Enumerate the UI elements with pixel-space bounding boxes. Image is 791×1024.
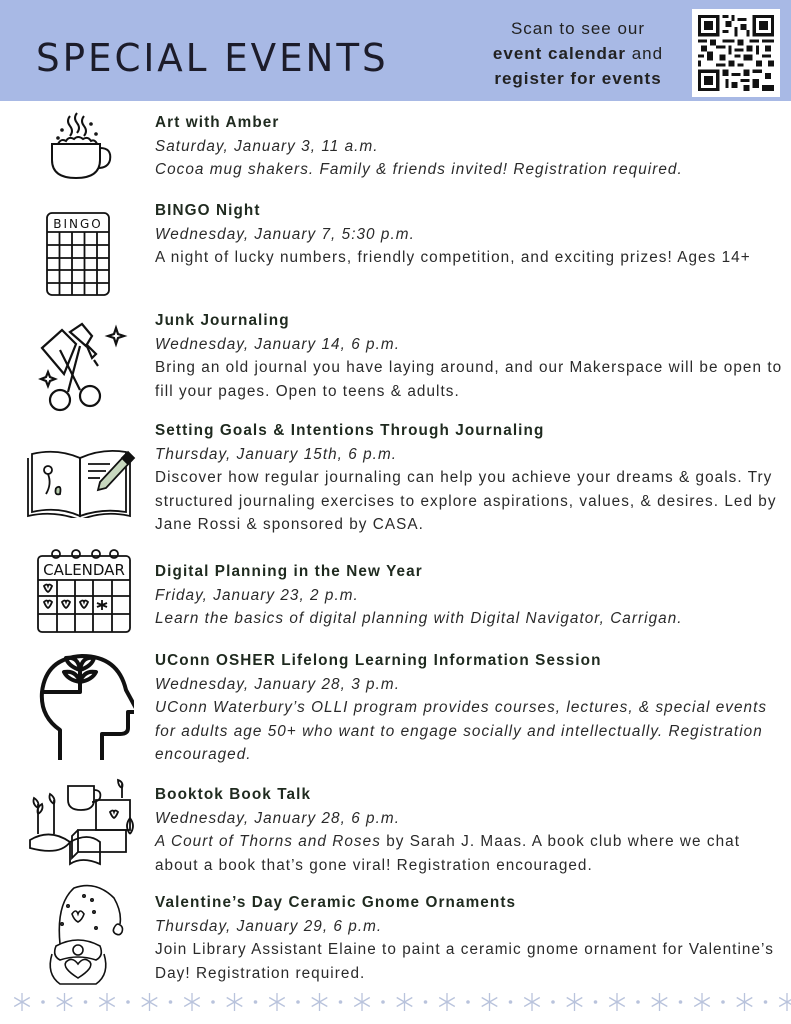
event-text bbox=[155, 199, 785, 270]
snowflake-icon bbox=[439, 993, 455, 1011]
snowflake-icon bbox=[737, 993, 753, 1011]
snowflake-icon bbox=[14, 993, 30, 1011]
book-title: A Court of Thorns and Roses bbox=[155, 833, 381, 850]
svg-text:BINGO: BINGO bbox=[53, 217, 103, 231]
dot-divider bbox=[296, 1000, 300, 1004]
snowflake-row bbox=[0, 990, 791, 1014]
event-description: A night of lucky numbers, friendly competition, and exciting prizes! Ages 14+ bbox=[155, 249, 751, 266]
snowflake-icon bbox=[269, 993, 285, 1011]
bingo-card-icon bbox=[26, 212, 136, 301]
scan-line-2-rest: and bbox=[625, 44, 664, 63]
event-text bbox=[155, 891, 785, 985]
scan-line-2 bbox=[472, 41, 684, 66]
dot-divider bbox=[594, 1000, 598, 1004]
snowflake-icon bbox=[99, 993, 115, 1011]
scan-line-1: Scan to see our bbox=[510, 19, 646, 38]
snowflake-icon bbox=[567, 993, 583, 1011]
qr-code-graphic bbox=[698, 15, 774, 91]
snowflake-icon bbox=[184, 993, 200, 1011]
snowflake-icon bbox=[524, 993, 540, 1011]
event-date: Saturday, January 3, 11 a.m. bbox=[155, 137, 379, 155]
event-title: Digital Planning in the New Year bbox=[155, 563, 423, 580]
dot-divider bbox=[509, 1000, 513, 1004]
event-date: Thursday, January 15th, 6 p.m. bbox=[155, 445, 398, 463]
event-description: Cocoa mug shakers. Family & friends invited! Registration required. bbox=[155, 161, 683, 178]
snowflake-border bbox=[0, 990, 791, 1014]
snowflake-icon bbox=[397, 993, 413, 1011]
snowflake-icon bbox=[354, 993, 370, 1011]
dot-divider bbox=[424, 1000, 428, 1004]
qr-code-icon[interactable] bbox=[692, 9, 780, 97]
snowflake-icon bbox=[609, 993, 625, 1011]
scan-line-3: register for events bbox=[494, 69, 662, 88]
open-journal-pen-icon bbox=[26, 438, 136, 523]
event-title: UConn OSHER Lifelong Learning Information Session bbox=[155, 652, 602, 669]
snowflake-icon bbox=[312, 993, 328, 1011]
dot-divider bbox=[211, 1000, 215, 1004]
snowflake-icon bbox=[694, 993, 710, 1011]
event-calendar-text: event calendar bbox=[492, 44, 626, 63]
event-date: Wednesday, January 7, 5:30 p.m. bbox=[155, 225, 415, 243]
snowflake-icon bbox=[57, 993, 73, 1011]
snowflake-icon bbox=[652, 993, 668, 1011]
page-title: SPECIAL EVENTS bbox=[36, 36, 389, 80]
event-title: Booktok Book Talk bbox=[155, 786, 312, 803]
scan-instructions bbox=[472, 16, 684, 91]
event-text bbox=[155, 111, 785, 182]
event-text bbox=[155, 560, 785, 631]
event-description bbox=[155, 830, 785, 877]
dot-divider bbox=[636, 1000, 640, 1004]
gnome-heart-icon bbox=[26, 884, 136, 995]
dot-divider bbox=[41, 1000, 45, 1004]
dot-divider bbox=[254, 1000, 258, 1004]
calendar-icon bbox=[26, 548, 136, 639]
snowflake-icon bbox=[227, 993, 243, 1011]
event-title: BINGO Night bbox=[155, 202, 261, 219]
dot-divider bbox=[381, 1000, 385, 1004]
event-description: UConn Waterbury’s OLLI program provides courses, lectures, & special events for adults age 50+ who want to engage socially and intellectually. Registration encouraged. bbox=[155, 699, 768, 763]
event-description: Join Library Assistant Elaine to paint a ceramic gnome ornament for Valentine’s Day! Registration required. bbox=[155, 941, 774, 982]
dot-divider bbox=[84, 1000, 88, 1004]
dot-divider bbox=[126, 1000, 130, 1004]
event-date: Wednesday, January 14, 6 p.m. bbox=[155, 335, 401, 353]
event-description: Learn the basics of digital planning with Digital Navigator, Carrigan. bbox=[155, 610, 683, 627]
event-date: Thursday, January 29, 6 p.m. bbox=[155, 917, 383, 935]
dot-divider bbox=[466, 1000, 470, 1004]
dot-divider bbox=[551, 1000, 555, 1004]
dot-divider bbox=[169, 1000, 173, 1004]
event-title: Junk Journaling bbox=[155, 312, 290, 329]
event-text bbox=[155, 309, 785, 403]
event-text bbox=[155, 783, 785, 877]
event-description: Bring an old journal you have laying around, and our Makerspace will be open to fill your pages. Open to teens & adults. bbox=[155, 359, 783, 400]
head-sprout-icon bbox=[26, 652, 136, 767]
books-tea-flowers-icon bbox=[26, 778, 136, 879]
event-date: Wednesday, January 28, 6 p.m. bbox=[155, 809, 401, 827]
snowflake-icon bbox=[482, 993, 498, 1011]
event-date: Wednesday, January 28, 3 p.m. bbox=[155, 675, 401, 693]
event-text bbox=[155, 419, 785, 537]
event-date: Friday, January 23, 2 p.m. bbox=[155, 586, 359, 604]
cocoa-mug-icon bbox=[26, 110, 136, 190]
dot-divider bbox=[679, 1000, 683, 1004]
event-title: Art with Amber bbox=[155, 114, 280, 131]
dot-divider bbox=[339, 1000, 343, 1004]
snowflake-icon bbox=[779, 993, 791, 1011]
event-title: Setting Goals & Intentions Through Journaling bbox=[155, 422, 545, 439]
event-description: Discover how regular journaling can help you achieve your dreams & goals. Try structured journaling exercises to explore aspirations, values, & desires. Led by Jane Rossi & sponsored by CASA. bbox=[155, 469, 777, 533]
dot-divider bbox=[721, 1000, 725, 1004]
svg-text:CALENDAR: CALENDAR bbox=[43, 561, 125, 579]
event-description-rest: by Sarah J. Maas. A book club where we chat about a book that’s gone viral! Registration encouraged. bbox=[155, 833, 740, 874]
header-banner bbox=[0, 0, 791, 101]
event-text bbox=[155, 649, 785, 767]
scissors-glue-icon bbox=[26, 320, 136, 420]
snowflake-icon bbox=[142, 993, 158, 1011]
event-title: Valentine’s Day Ceramic Gnome Ornaments bbox=[155, 894, 517, 911]
dot-divider bbox=[764, 1000, 768, 1004]
